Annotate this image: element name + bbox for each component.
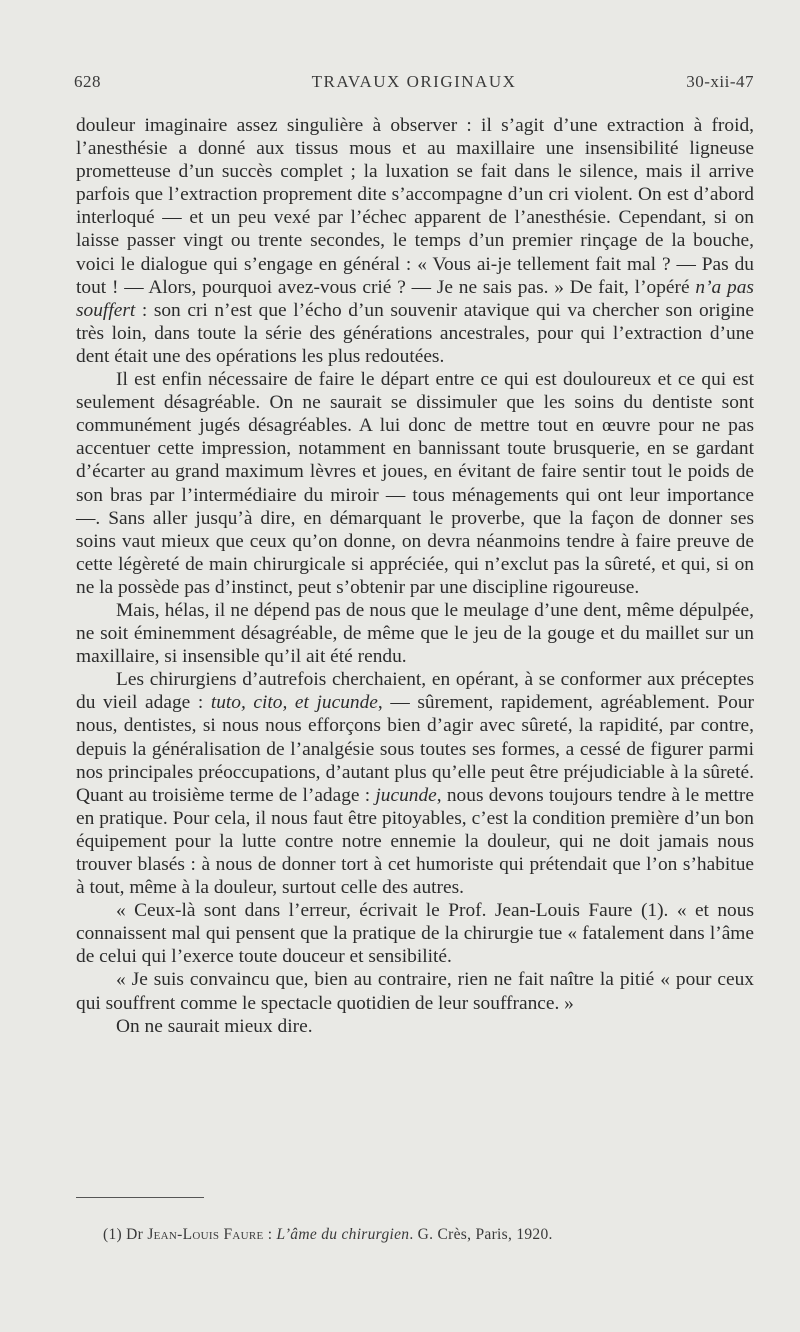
paragraph — [76, 1015, 754, 1038]
paragraph — [76, 114, 754, 368]
italic-text: n’a pas souffert — [76, 276, 754, 321]
footnote-author: Jean-Louis Faure — [147, 1226, 264, 1243]
paragraph-text: douleur imaginaire assez singulière à observer : il s’agit d’une extraction à froid, l’anesthésie a donné aux tissus mous et au maxillaire une insensibilité ligneuse prometteuse d’un succès complet ; la luxation se fait dans le silence, mais il arrive parfois que l’extraction proprement dite s’accompagne d’un cri violent. On est d’abord interloqué — et un peu vexé par l’échec apparent de l’anesthésie. Cependant, si on laisse passer vingt ou trente secondes, le temps d’un premier rinçage de la bouche, voici le dialogue qui s’engage en général : « Vous ai-je tellement fait mal ? — Pas du tout ! — Alors, pourquoi avez-vous crié ? — Je ne sais pas. » De fait, l’opéré — [76, 115, 754, 298]
footnote-rule — [76, 1197, 204, 1198]
paragraph — [76, 899, 754, 968]
running-header — [74, 72, 754, 96]
body-text — [76, 114, 754, 1038]
footnote — [103, 1226, 553, 1244]
paragraph — [76, 368, 754, 599]
paragraph-text: : son cri n’est que l’écho d’un souvenir atavique qui va chercher son origine très loin, dans toute la série des générations ancestrales, pour qui l’extraction d’une dent était une des opérations les plus redoutées. — [76, 299, 754, 367]
footnote-separator: : — [263, 1226, 277, 1243]
paragraph — [76, 599, 754, 668]
paragraph-text: , — sûrement, rapidement, agréablement. Pour nous, dentistes, si nous nous efforçons bien d’agir avec sûreté, la rapidité, par contre, depuis la généralisation de l’analgésie sous toutes ses formes, a cessé de figurer parmi nos principales préoccupations, d’autant plus qu’elle peut être préjudiciable à la sûreté. Quant au troisième terme de l’adage : — [76, 692, 754, 806]
footnote-marker: (1) — [103, 1226, 122, 1243]
paragraph-text: , nous devons toujours tendre à le mettre en pratique. Pour cela, il nous faut être pitoyables, c’est la condition première d’un bon équipement pour la lutte contre notre ennemie la douleur, qui ne doit jamais nous trouver blasés : à nous de donner tort à cet humoriste qui prétendait que l’on s’habitue à tout, même à la douleur, surtout celle des autres. — [76, 784, 754, 899]
footnote-author-prefix: Dr — [126, 1226, 144, 1243]
footnote-publisher: . G. Crès, Paris, 1920. — [409, 1226, 553, 1243]
paragraph-text: « Je suis convaincu que, bien au contraire, rien ne fait naître la pitié « pour ceux qui souffrent comme le spectacle quotidien de leur souffrance. » — [76, 969, 754, 1014]
paragraph-text: Mais, hélas, il ne dépend pas de nous que le meulage d’une dent, même dépulpée, ne soit éminemment désagréable, de même que le jeu de la gouge et du maillet sur un maxillaire, si insensible qu’il ait été rendu. — [76, 599, 754, 668]
italic-text: jucunde — [375, 784, 437, 806]
paragraph-text: On ne saurait mieux dire. — [116, 1015, 313, 1037]
italic-text: tuto, cito, et jucunde — [210, 692, 378, 714]
paragraph-text: Les chirurgiens d’autrefois cherchaient, en opérant, à se conformer aux préceptes du vieil adage : — [76, 669, 754, 714]
paragraph — [76, 668, 754, 899]
paragraph-text: Il est enfin nécessaire de faire le départ entre ce qui est douloureux et ce qui est seulement désagréable. On ne saurait se dissimuler que les soins du dentiste sont communément jugés désagréables. A lui donc de mettre tout en œuvre pour ne pas accentuer cette impression, notamment en bannissant toute brusquerie, en se gardant d’écarter au grand maximum lèvres et joues, en évitant de faire sentir tout le poids de son bras par l’intermédiaire du miroir — tous ménagements qui ont leur importance —. Sans aller jusqu’à dire, en démarquant le proverbe, que la façon de donner ses soins vaut mieux que ceux qu’on donne, on devra néanmoins tendre à faire preuve de cette légèreté de main chirurgicale si appréciée, qui n’exclut pas la sûreté, et qui, si on ne la possède pas d’instinct, peut s’obtenir par une discipline rigoureuse. — [76, 369, 754, 598]
footnote-title: L’âme du chirurgien — [276, 1226, 410, 1243]
header-date: 30-xii-47 — [686, 72, 754, 91]
running-title: TRAVAUX ORIGINAUX — [311, 72, 517, 91]
page-number: 628 — [74, 72, 101, 91]
paragraph — [76, 968, 754, 1014]
paragraph-text: « Ceux-là sont dans l’erreur, écrivait le Prof. Jean-Louis Faure (1). « et nous connaissent mal qui pensent que la pratique de la chirurgie tue « fatalement dans l’âme de celui qui l’exerce toute douceur et sensibilité. — [76, 900, 754, 968]
